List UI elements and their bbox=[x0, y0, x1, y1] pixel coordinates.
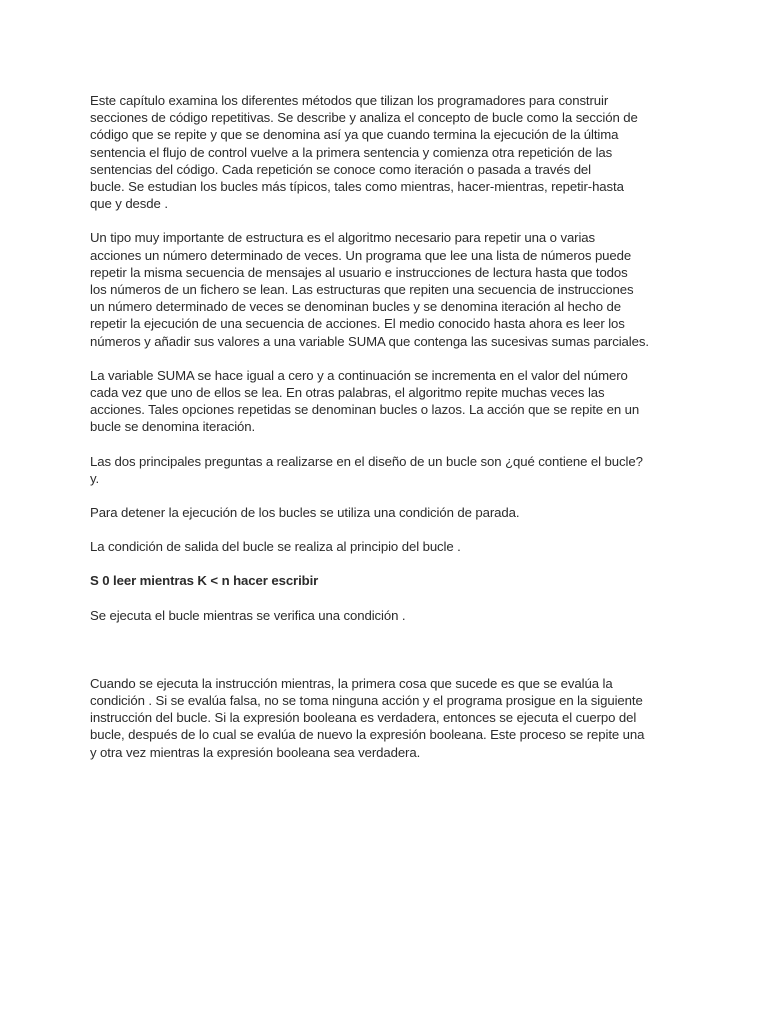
paragraph-preguntas: Las dos principales preguntas a realizarse en el diseño de un bucle son ¿qué contiene el bucle? y. bbox=[90, 453, 643, 486]
document-body bbox=[90, 92, 682, 778]
paragraph-intro: Este capítulo examina los diferentes métodos que tilizan los programadores para construir secciones de código repetitivas. Se describe y analiza el concepto de bucle como la sección de código que se repite y que se denomina así ya que cuando termina la ejecución de la última sentencia el flujo de control vuelve a la primera sentencia y comienza otra repetición de las sentencias del código. Cada repetición se conoce como iteración o pasada a través del bucle. Se estudian los bucles más típicos, tales como mientras, hacer-mientras, repetir-hasta que y desde . bbox=[90, 93, 638, 212]
paragraph-condicion-salida: La condición de salida del bucle se realiza al principio del bucle . bbox=[90, 539, 461, 555]
paragraph-variable-suma: La variable SUMA se hace igual a cero y a continuación se incrementa en el valor del número cada vez que uno de ellos se lea. En otras palabras, el algoritmo repite muchas veces las acciones. Tales opciones repetidas se denominan bucles o lazos. La acción que se repite en un bucle se denomina iteración. bbox=[90, 367, 640, 435]
paragraph-condicion-parada: Para detener la ejecución de los bucles se utiliza una condición de parada. bbox=[90, 505, 520, 521]
paragraph-instruccion-mientras: Cuando se ejecuta la instrucción mientras, la primera cosa que sucede es que se evalúa la condición . Si se evalúa falsa, no se toma ninguna acción y el programa prosigue en la siguiente instrucción del bucle. Si la expresión booleana es verdadera, entonces se ejecuta el cuerpo del bucle, después de lo cual se evalúa de nuevo la expresión booleana. Este proceso se repite una y otra vez mientras la expresión booleana sea verdadera. bbox=[90, 675, 645, 760]
paragraph-se-ejecuta: Se ejecuta el bucle mientras se verifica una condición . bbox=[90, 607, 406, 623]
pseudocode-line: S 0 leer mientras K < n hacer escribir bbox=[90, 573, 319, 589]
paragraph-estructura: Un tipo muy importante de estructura es el algoritmo necesario para repetir una o varias acciones un número determinado de veces. Un programa que lee una lista de números puede repetir la misma secuencia de mensajes al usuario e instrucciones de lectura hasta que todos los números de un fichero se lean. Las estructuras que repiten una secuencia de instrucciones un número determinado de veces se denominan bucles y se denomina iteración al hecho de repetir la ejecución de una secuencia de acciones. El medio conocido hasta ahora es leer los números y añadir sus valores a una variable SUMA que contenga las sucesivas sumas parciales. bbox=[90, 230, 649, 349]
